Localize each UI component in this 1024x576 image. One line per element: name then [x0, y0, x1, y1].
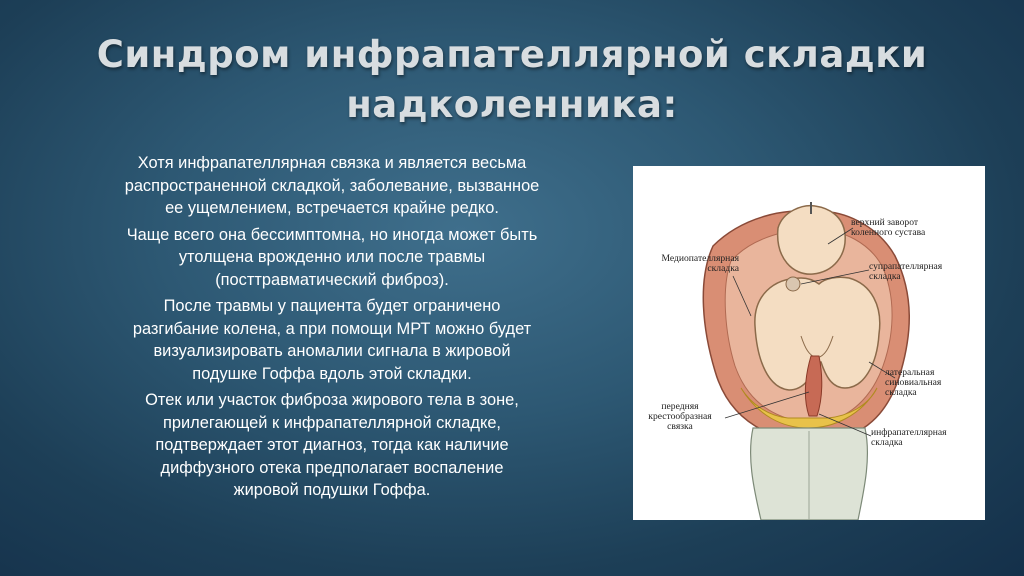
paragraph-4 — [52, 389, 612, 502]
text-line: распространенной складкой, заболевание, вызванное — [124, 176, 540, 195]
text-line: жировой подушки Гоффа. — [233, 481, 431, 499]
text-line: (посттравматический фиброз). — [215, 270, 449, 289]
body-text — [52, 152, 612, 506]
knee-anatomy-figure — [633, 166, 985, 520]
title-line-1: Синдром инфрапателлярной складки — [96, 33, 928, 76]
slide-title — [60, 30, 964, 130]
text-line: утолщена врожденно или после травмы — [178, 248, 486, 266]
label-upper-recess: верхний заворот коленного сустава — [851, 217, 926, 238]
paragraph-1 — [52, 152, 612, 220]
text-line: ее ущемлением, встречается крайне редко. — [165, 199, 499, 217]
text-line: Чаще всего она бессимптомна, но иногда может быть — [126, 225, 538, 244]
knee-illustration — [633, 166, 985, 520]
text-line: После травмы у пациента будет ограничено — [163, 297, 501, 315]
label-anterior-cruciate: передняя крестообразная связка — [648, 401, 712, 432]
paragraph-3 — [52, 295, 612, 385]
label-infrapatellar: инфрапателлярная складка — [871, 427, 947, 448]
label-mediopatellar: Медиопателлярная складка — [661, 253, 739, 274]
text-line: Хотя инфрапателлярная связка и является весьма — [137, 154, 527, 172]
paragraph-2 — [52, 224, 612, 292]
label-lateral-synovial: латеральная синовиальная складка — [885, 367, 942, 398]
text-line: Отек или участок фиброза жирового тела в зоне, — [145, 391, 519, 409]
label-suprapatellar: супрапателлярная складка — [869, 261, 943, 282]
text-line: подтверждает этот диагноз, тогда как наличие — [155, 436, 509, 454]
title-line-2: надколенника: — [346, 83, 678, 126]
text-line: визуализировать аномалии сигнала в жировой — [153, 342, 511, 360]
text-line: разгибание колена, а при помощи МРТ можно будет — [132, 319, 532, 338]
text-line: прилегающей к инфрапателлярной складке, — [163, 413, 501, 432]
text-line: подушке Гоффа вдоль этой складки. — [192, 364, 472, 383]
text-line: диффузного отека предполагает воспаление — [160, 458, 504, 477]
